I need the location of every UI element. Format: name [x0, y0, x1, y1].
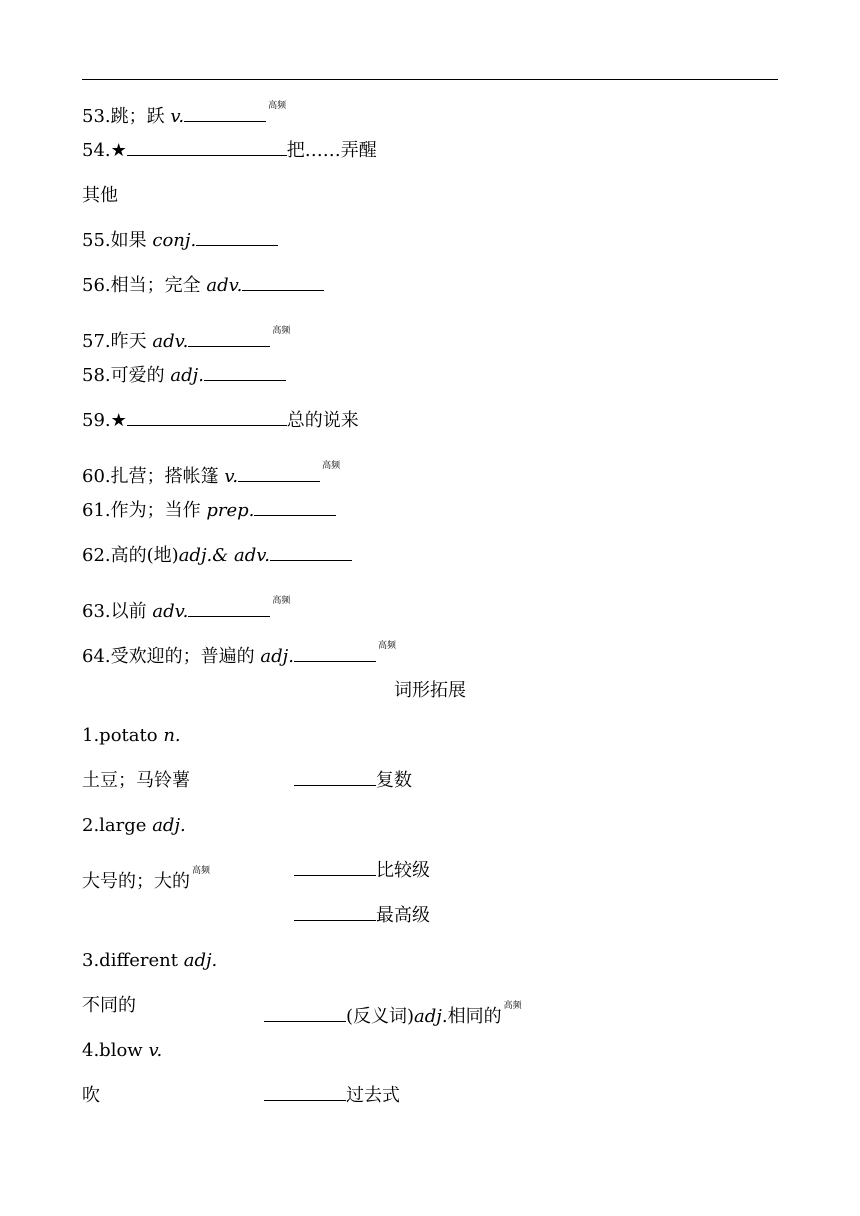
item-pos: adj. [260, 646, 294, 667]
expansion-word-3-meaning: 不同的 [82, 995, 136, 1016]
answer-blank[interactable] [242, 274, 324, 291]
word-pos: adj. [183, 950, 218, 971]
vocab-item-62 [82, 544, 352, 568]
section-title: 词形拓展 [394, 680, 466, 701]
expansion-word-4-form [264, 1084, 400, 1108]
item-pos: adv. [152, 331, 189, 352]
item-pos: v. [224, 466, 239, 487]
vocab-item-61 [82, 499, 336, 523]
frequency-tag: 高频 [377, 641, 396, 651]
item-pos: adv. [206, 275, 243, 296]
expansion-word-1-head [82, 724, 181, 748]
item-chinese: 相当；完全 [110, 275, 201, 296]
expansion-word-4-meaning: 吹 [82, 1085, 100, 1106]
item-pos: prep. [206, 500, 255, 521]
item-pos: v. [170, 106, 185, 127]
word-headword: 2.large [82, 815, 147, 836]
star-icon: ★ [110, 140, 127, 161]
word-pos: n. [163, 725, 181, 746]
item-pos: adv. [152, 601, 189, 622]
item-chinese: 以前 [110, 601, 147, 622]
vocab-item-54 [82, 139, 377, 163]
answer-blank[interactable] [294, 769, 376, 786]
answer-blank[interactable] [127, 409, 287, 426]
form-meaning: 相同的 [447, 1006, 502, 1027]
item-chinese: 把……弄醒 [286, 140, 377, 161]
expansion-word-1-meaning: 土豆；马铃薯 [82, 770, 190, 791]
item-number: 64. [82, 646, 111, 667]
answer-blank[interactable] [270, 544, 352, 561]
vocab-item-59 [82, 409, 359, 433]
form-label: 最高级 [376, 905, 430, 926]
vocab-item-55 [82, 229, 278, 253]
form-pos: adj. [414, 1006, 448, 1027]
answer-blank[interactable] [294, 904, 376, 921]
form-label: 复数 [376, 770, 412, 791]
item-number: 61. [82, 500, 111, 521]
item-number: 59. [82, 410, 111, 431]
answer-blank[interactable] [264, 1084, 346, 1101]
item-chinese: 扎营；搭帐篷 [110, 466, 219, 487]
vocab-item-63 [82, 589, 290, 624]
header-rule [82, 79, 778, 80]
star-icon: ★ [110, 410, 127, 431]
item-number: 58. [82, 365, 111, 386]
item-chinese: 受欢迎的；普遍的 [110, 646, 255, 667]
expansion-word-2-form-2 [294, 904, 430, 928]
item-chinese: 跳；跃 [110, 106, 165, 127]
word-chinese: 大号的；大的 [82, 871, 190, 892]
item-number: 62. [82, 545, 111, 566]
frequency-tag: 高频 [272, 596, 291, 606]
item-chinese: 可爱的 [110, 365, 165, 386]
item-chinese: 高的(地) [110, 545, 179, 566]
answer-blank[interactable] [188, 330, 270, 347]
item-number: 57. [82, 331, 111, 352]
item-pos: adj.& adv. [178, 545, 270, 566]
answer-blank[interactable] [204, 364, 286, 381]
item-chinese: 昨天 [110, 331, 147, 352]
expansion-word-3-form [264, 994, 522, 1029]
word-headword: 3.different [82, 950, 178, 971]
item-pos: adj. [170, 365, 204, 386]
answer-blank[interactable] [188, 600, 270, 617]
expansion-word-1-form [294, 769, 412, 793]
answer-blank[interactable] [127, 139, 287, 156]
expansion-word-2-head [82, 814, 186, 838]
form-label: (反义词) [346, 1006, 415, 1027]
form-label: 比较级 [376, 860, 430, 881]
expansion-word-4-head [82, 1039, 162, 1063]
answer-blank[interactable] [254, 499, 336, 516]
vocab-item-56 [82, 274, 324, 298]
subheading-other: 其他 [82, 185, 118, 206]
answer-blank[interactable] [264, 1005, 346, 1022]
item-number: 63. [82, 601, 111, 622]
item-number: 55. [82, 230, 111, 251]
item-number: 56. [82, 275, 111, 296]
frequency-tag: 高频 [503, 1001, 522, 1011]
item-pos: conj. [152, 230, 197, 251]
item-number: 54. [82, 140, 111, 161]
vocab-item-53 [82, 94, 286, 129]
form-label: 过去式 [346, 1085, 400, 1106]
expansion-word-2-form-1 [294, 859, 430, 883]
answer-blank[interactable] [238, 465, 320, 482]
vocab-item-64 [82, 634, 396, 669]
item-number: 53. [82, 106, 111, 127]
item-chinese: 如果 [110, 230, 147, 251]
frequency-tag: 高频 [272, 326, 291, 336]
item-number: 60. [82, 466, 111, 487]
word-pos: adj. [152, 815, 186, 836]
expansion-word-3-head [82, 949, 217, 973]
answer-blank[interactable] [196, 229, 278, 246]
word-pos: v. [148, 1040, 163, 1061]
frequency-tag: 高频 [192, 866, 211, 876]
item-chinese: 总的说来 [286, 410, 359, 431]
vocab-item-57 [82, 319, 290, 354]
answer-blank[interactable] [294, 859, 376, 876]
frequency-tag: 高频 [322, 461, 341, 471]
word-headword: 4.blow [82, 1040, 143, 1061]
item-chinese: 作为；当作 [110, 500, 201, 521]
word-headword: 1.potato [82, 725, 158, 746]
vocab-item-58 [82, 364, 286, 388]
expansion-word-2-meaning [82, 859, 210, 894]
frequency-tag: 高频 [268, 101, 287, 111]
answer-blank[interactable] [294, 645, 376, 662]
vocab-item-60 [82, 454, 340, 489]
answer-blank[interactable] [184, 105, 266, 122]
